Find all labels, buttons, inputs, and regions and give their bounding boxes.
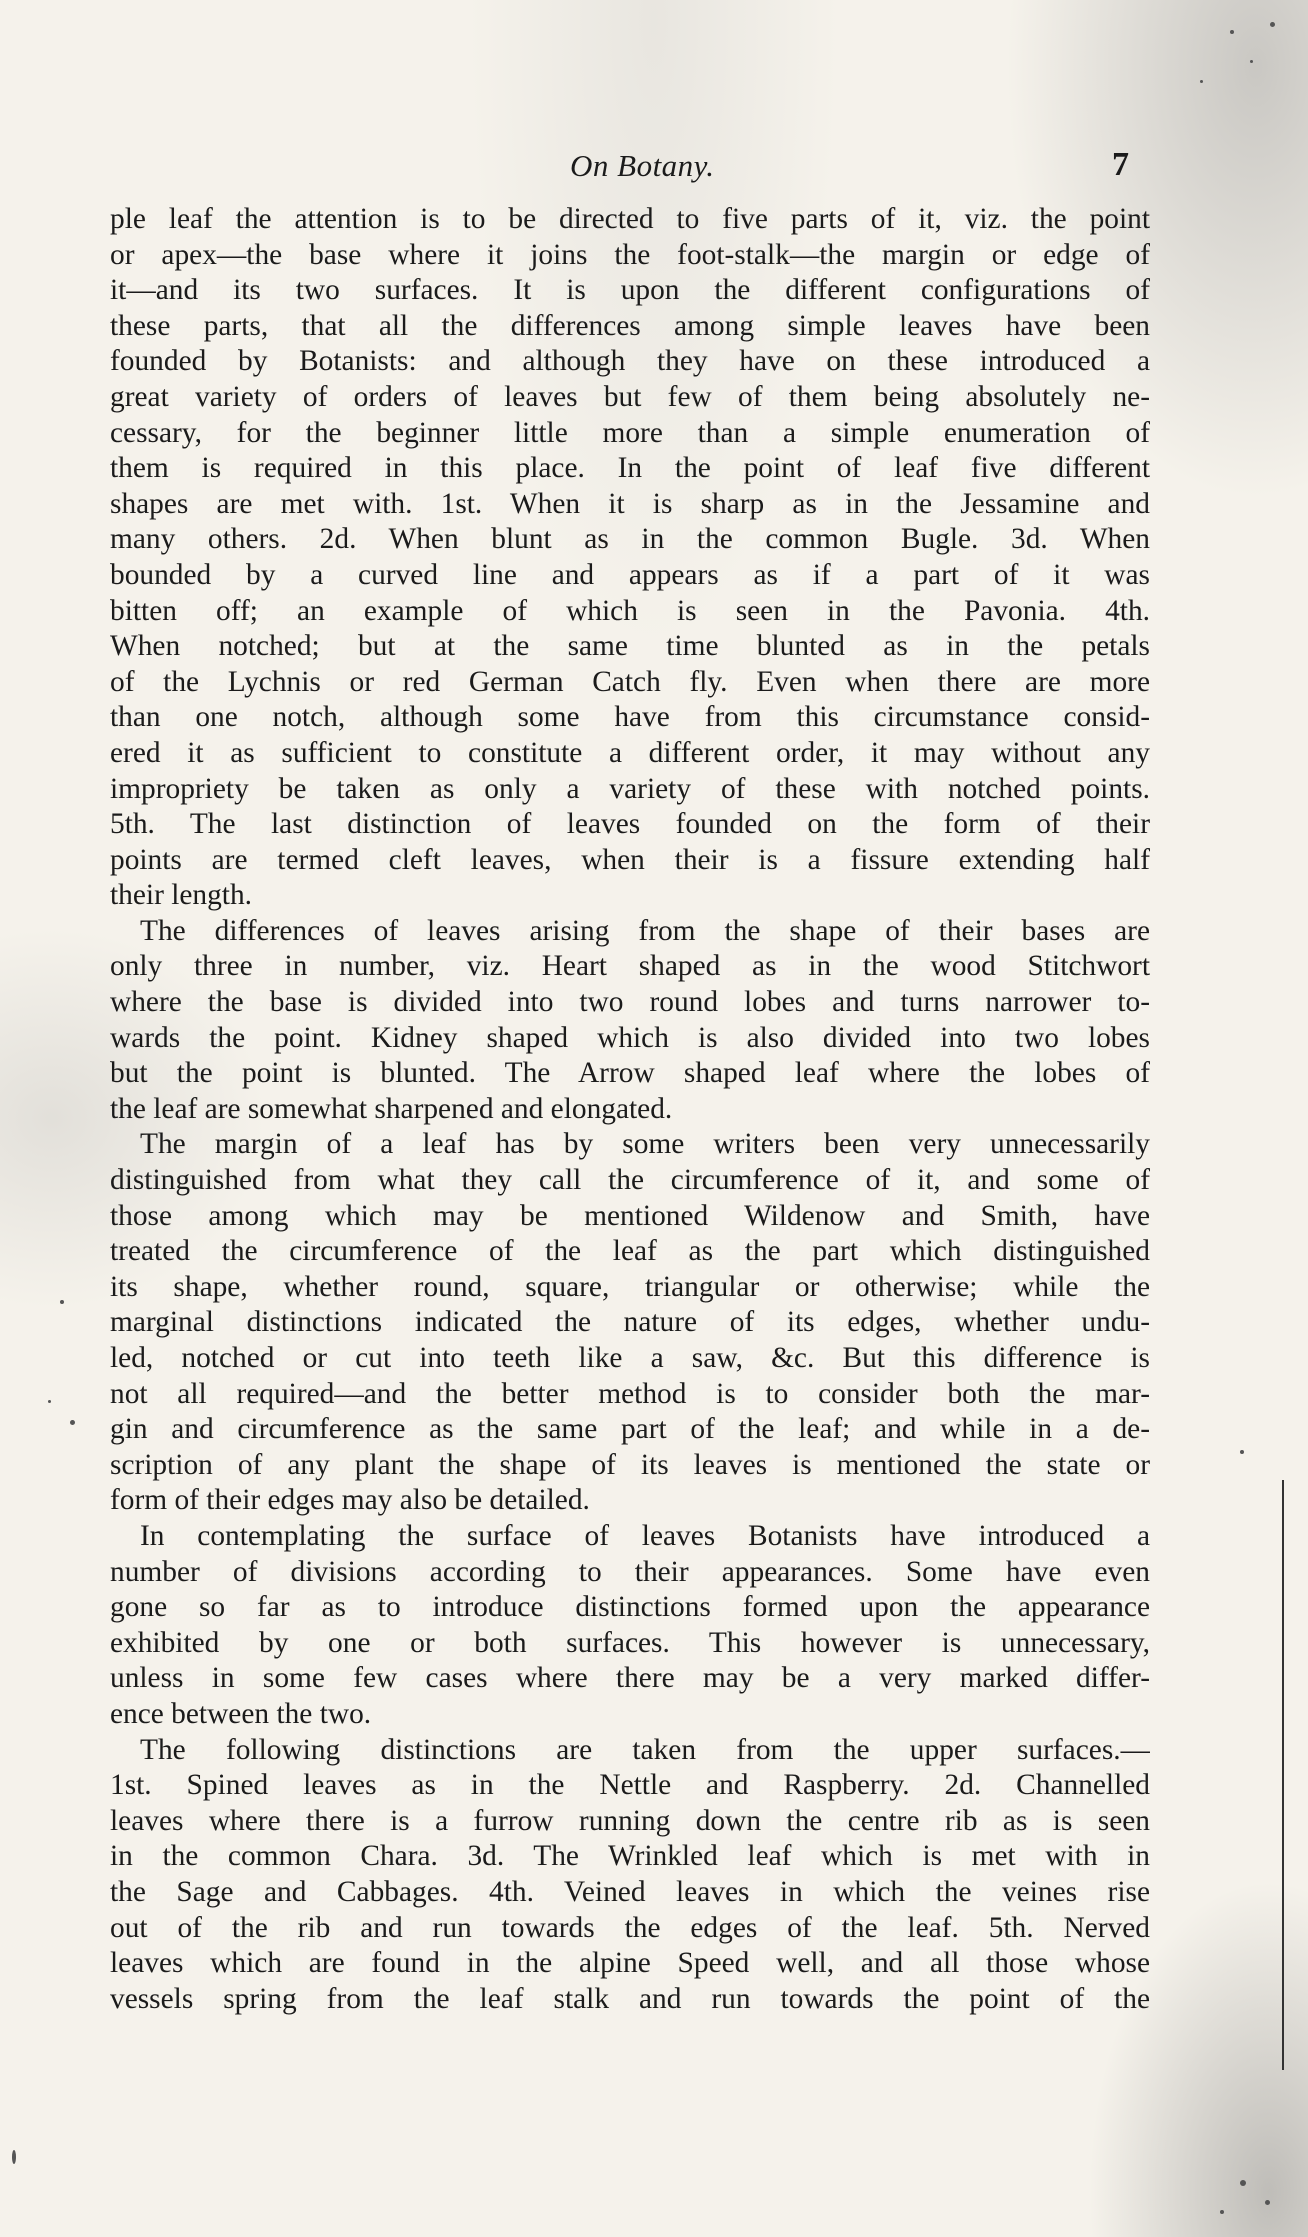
text-line: unless in some few cases where there may be a very marked differ-	[110, 1662, 1150, 1695]
text-line: shapes are met with. 1st. When it is sharp as in the Jessamine and	[110, 487, 1150, 520]
text-line: In contemplating the surface of leaves Botanists have introduced a	[140, 1519, 1150, 1552]
text-line: its shape, whether round, square, triangular or otherwise; while the	[110, 1270, 1150, 1303]
body-text	[110, 202, 1150, 2017]
text-line: where the base is divided into two round lobes and turns narrower to-	[110, 986, 1150, 1019]
text-line: many others. 2d. When blunt as in the common Bugle. 3d. When	[110, 523, 1150, 556]
text-line: distinguished from what they call the circumference of it, and some of	[110, 1164, 1150, 1197]
text-line: 1st. Spined leaves as in the Nettle and Raspberry. 2d. Channelled	[110, 1769, 1150, 1802]
text-line: gone so far as to introduce distinctions formed upon the appearance	[110, 1591, 1150, 1624]
text-line: 5th. The last distinction of leaves founded on the form of their	[110, 808, 1150, 841]
text-line: leaves which are found in the alpine Speed well, and all those whose	[110, 1947, 1150, 1980]
text-line: number of divisions according to their appearances. Some have even	[110, 1555, 1150, 1588]
page-header	[0, 148, 1308, 192]
text-line: or apex—the base where it joins the foot-stalk—the margin or edge of	[110, 238, 1150, 271]
page-number: 7	[1112, 146, 1129, 183]
text-line: but the point is blunted. The Arrow shaped leaf where the lobes of	[110, 1057, 1150, 1090]
text-line: bounded by a curved line and appears as if a part of it was	[110, 558, 1150, 591]
text-line: out of the rib and run towards the edges of the leaf. 5th. Nerved	[110, 1911, 1150, 1944]
text-line: vessels spring from the leaf stalk and run towards the point of the	[110, 1982, 1150, 2015]
text-line: gin and circumference as the same part of the leaf; and while in a de-	[110, 1413, 1150, 1446]
text-line: founded by Botanists: and although they have on these introduced a	[110, 345, 1150, 378]
margin-rule	[1282, 1480, 1284, 2070]
text-line: great variety of orders of leaves but few of them being absolutely ne-	[110, 380, 1150, 413]
text-line: marginal distinctions indicated the nature of its edges, whether undu-	[110, 1306, 1150, 1339]
text-line: treated the circumference of the leaf as the part which distinguished	[110, 1235, 1150, 1268]
text-line: points are termed cleft leaves, when their is a fissure extending half	[110, 843, 1150, 876]
text-line: their length.	[110, 879, 253, 912]
text-line: scription of any plant the shape of its leaves is mentioned the state or	[110, 1448, 1150, 1481]
text-line: of the Lychnis or red German Catch fly. Even when there are more	[110, 665, 1150, 698]
text-line: wards the point. Kidney shaped which is also divided into two lobes	[110, 1021, 1150, 1054]
text-line: When notched; but at the same time blunted as in the petals	[110, 630, 1150, 663]
text-line: ered it as sufficient to constitute a different order, it may without any	[110, 736, 1150, 769]
text-line: impropriety be taken as only a variety of these with notched points.	[110, 772, 1150, 805]
text-line: those among which may be mentioned Wildenow and Smith, have	[110, 1199, 1150, 1232]
text-line: exhibited by one or both surfaces. This however is unnecessary,	[110, 1626, 1150, 1659]
text-line: the leaf are somewhat sharpened and elongated.	[110, 1092, 673, 1125]
text-line: the Sage and Cabbages. 4th. Veined leaves in which the veines rise	[110, 1875, 1150, 1908]
text-line: form of their edges may also be detailed.	[110, 1484, 590, 1517]
text-line: not all required—and the better method is to consider both the mar-	[110, 1377, 1150, 1410]
text-line: it—and its two surfaces. It is upon the different configurations of	[110, 274, 1150, 307]
text-line: these parts, that all the differences among simple leaves have been	[110, 309, 1150, 342]
text-line: The differences of leaves arising from the shape of their bases are	[140, 914, 1150, 947]
text-line: cessary, for the beginner little more than a simple enumeration of	[110, 416, 1150, 449]
text-line: than one notch, although some have from this circumstance consid-	[110, 701, 1150, 734]
text-line: bitten off; an example of which is seen in the Pavonia. 4th.	[110, 594, 1150, 627]
text-line: led, notched or cut into teeth like a saw, &c. But this difference is	[110, 1342, 1150, 1374]
text-line: ple leaf the attention is to be directed to five parts of it, viz. the point	[110, 203, 1150, 235]
text-line: in the common Chara. 3d. The Wrinkled leaf which is met with in	[110, 1840, 1150, 1873]
text-line: ence between the two.	[110, 1697, 372, 1730]
text-line: leaves where there is a furrow running down the centre rib as is seen	[110, 1804, 1150, 1837]
running-head: On Botany.	[570, 148, 715, 183]
text-line: them is required in this place. In the point of leaf five different	[110, 452, 1150, 485]
text-line: The following distinctions are taken from the upper surfaces.—	[140, 1733, 1150, 1766]
text-line: only three in number, viz. Heart shaped as in the wood Stitchwort	[110, 950, 1150, 983]
text-line: The margin of a leaf has by some writers been very unnecessarily	[140, 1128, 1150, 1161]
